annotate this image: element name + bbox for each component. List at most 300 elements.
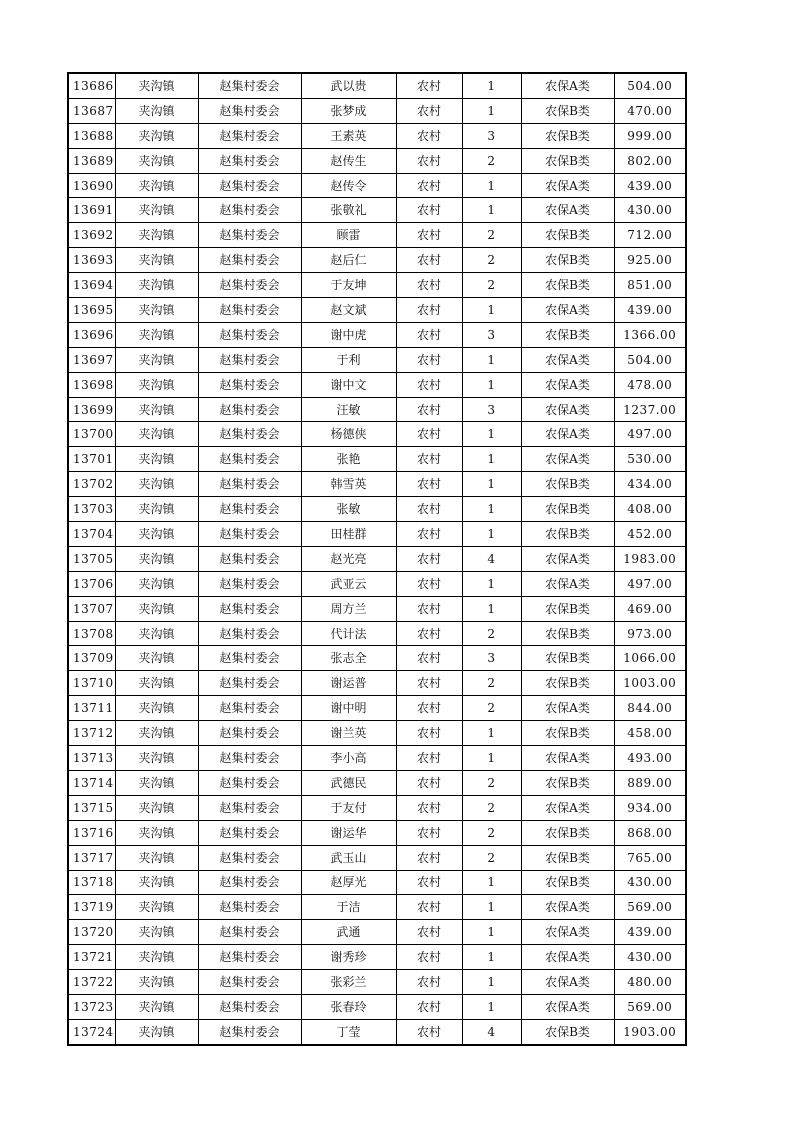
cell-area-type: 农村 xyxy=(396,447,462,472)
cell-person-name: 张春玲 xyxy=(301,994,396,1019)
cell-village-committee: 赵集村委会 xyxy=(198,198,301,223)
cell-amount: 889.00 xyxy=(614,770,686,795)
cell-insurance-category: 农保B类 xyxy=(521,671,614,696)
cell-amount: 1366.00 xyxy=(614,322,686,347)
cell-town: 夹沟镇 xyxy=(115,397,198,422)
cell-village-committee: 赵集村委会 xyxy=(198,497,301,522)
cell-household-count: 1 xyxy=(462,721,521,746)
cell-person-name: 谢秀珍 xyxy=(301,945,396,970)
table-row xyxy=(68,571,686,596)
cell-insurance-category: 农保B类 xyxy=(521,522,614,547)
cell-person-name: 李小高 xyxy=(301,746,396,771)
cell-area-type: 农村 xyxy=(396,98,462,123)
cell-person-name: 张彩兰 xyxy=(301,970,396,995)
cell-record-id: 13719 xyxy=(68,895,115,920)
cell-area-type: 农村 xyxy=(396,123,462,148)
cell-amount: 478.00 xyxy=(614,372,686,397)
cell-insurance-category: 农保B类 xyxy=(521,820,614,845)
cell-insurance-category: 农保A类 xyxy=(521,347,614,372)
cell-insurance-category: 农保B类 xyxy=(521,621,614,646)
cell-area-type: 农村 xyxy=(396,895,462,920)
table-row xyxy=(68,73,686,98)
cell-area-type: 农村 xyxy=(396,472,462,497)
cell-town: 夹沟镇 xyxy=(115,621,198,646)
cell-record-id: 13712 xyxy=(68,721,115,746)
cell-insurance-category: 农保A类 xyxy=(521,571,614,596)
cell-person-name: 张艳 xyxy=(301,447,396,472)
cell-household-count: 1 xyxy=(462,746,521,771)
table-row xyxy=(68,273,686,298)
cell-record-id: 13708 xyxy=(68,621,115,646)
cell-area-type: 农村 xyxy=(396,397,462,422)
cell-insurance-category: 农保A类 xyxy=(521,970,614,995)
cell-town: 夹沟镇 xyxy=(115,721,198,746)
cell-village-committee: 赵集村委会 xyxy=(198,372,301,397)
cell-record-id: 13694 xyxy=(68,273,115,298)
cell-amount: 569.00 xyxy=(614,895,686,920)
cell-town: 夹沟镇 xyxy=(115,696,198,721)
cell-area-type: 农村 xyxy=(396,696,462,721)
cell-person-name: 谢运普 xyxy=(301,671,396,696)
cell-insurance-category: 农保B类 xyxy=(521,273,614,298)
cell-amount: 439.00 xyxy=(614,298,686,323)
cell-area-type: 农村 xyxy=(396,795,462,820)
cell-person-name: 张志全 xyxy=(301,646,396,671)
cell-area-type: 农村 xyxy=(396,198,462,223)
cell-village-committee: 赵集村委会 xyxy=(198,98,301,123)
cell-village-committee: 赵集村委会 xyxy=(198,621,301,646)
cell-town: 夹沟镇 xyxy=(115,322,198,347)
table-row xyxy=(68,472,686,497)
cell-household-count: 1 xyxy=(462,870,521,895)
cell-insurance-category: 农保A类 xyxy=(521,173,614,198)
cell-village-committee: 赵集村委会 xyxy=(198,820,301,845)
cell-village-committee: 赵集村委会 xyxy=(198,546,301,571)
cell-area-type: 农村 xyxy=(396,522,462,547)
table-row xyxy=(68,696,686,721)
cell-town: 夹沟镇 xyxy=(115,546,198,571)
cell-household-count: 2 xyxy=(462,248,521,273)
cell-household-count: 1 xyxy=(462,422,521,447)
cell-record-id: 13711 xyxy=(68,696,115,721)
cell-amount: 480.00 xyxy=(614,970,686,995)
cell-record-id: 13687 xyxy=(68,98,115,123)
cell-town: 夹沟镇 xyxy=(115,994,198,1019)
cell-town: 夹沟镇 xyxy=(115,770,198,795)
cell-amount: 530.00 xyxy=(614,447,686,472)
cell-amount: 434.00 xyxy=(614,472,686,497)
cell-insurance-category: 农保B类 xyxy=(521,123,614,148)
cell-household-count: 1 xyxy=(462,920,521,945)
cell-village-committee: 赵集村委会 xyxy=(198,322,301,347)
cell-area-type: 农村 xyxy=(396,994,462,1019)
cell-record-id: 13688 xyxy=(68,123,115,148)
cell-amount: 408.00 xyxy=(614,497,686,522)
records-table xyxy=(67,72,687,1046)
cell-town: 夹沟镇 xyxy=(115,472,198,497)
cell-insurance-category: 农保B类 xyxy=(521,322,614,347)
cell-record-id: 13713 xyxy=(68,746,115,771)
cell-person-name: 赵光亮 xyxy=(301,546,396,571)
cell-record-id: 13690 xyxy=(68,173,115,198)
table-row xyxy=(68,298,686,323)
cell-household-count: 2 xyxy=(462,148,521,173)
cell-household-count: 3 xyxy=(462,646,521,671)
cell-village-committee: 赵集村委会 xyxy=(198,173,301,198)
cell-amount: 430.00 xyxy=(614,198,686,223)
cell-record-id: 13716 xyxy=(68,820,115,845)
cell-insurance-category: 农保B类 xyxy=(521,98,614,123)
table-row xyxy=(68,546,686,571)
cell-village-committee: 赵集村委会 xyxy=(198,970,301,995)
cell-amount: 452.00 xyxy=(614,522,686,547)
cell-village-committee: 赵集村委会 xyxy=(198,945,301,970)
cell-insurance-category: 农保B类 xyxy=(521,223,614,248)
cell-village-committee: 赵集村委会 xyxy=(198,994,301,1019)
table-row xyxy=(68,397,686,422)
cell-amount: 569.00 xyxy=(614,994,686,1019)
cell-household-count: 2 xyxy=(462,845,521,870)
cell-area-type: 农村 xyxy=(396,148,462,173)
cell-person-name: 谢中虎 xyxy=(301,322,396,347)
cell-village-committee: 赵集村委会 xyxy=(198,721,301,746)
table-row xyxy=(68,198,686,223)
cell-insurance-category: 农保A类 xyxy=(521,945,614,970)
table-row xyxy=(68,223,686,248)
cell-amount: 1903.00 xyxy=(614,1019,686,1044)
cell-record-id: 13686 xyxy=(68,73,115,98)
cell-person-name: 武德民 xyxy=(301,770,396,795)
cell-town: 夹沟镇 xyxy=(115,646,198,671)
table-row xyxy=(68,98,686,123)
cell-village-committee: 赵集村委会 xyxy=(198,73,301,98)
cell-area-type: 农村 xyxy=(396,596,462,621)
cell-area-type: 农村 xyxy=(396,73,462,98)
cell-household-count: 1 xyxy=(462,472,521,497)
cell-person-name: 赵文斌 xyxy=(301,298,396,323)
cell-insurance-category: 农保B类 xyxy=(521,1019,614,1044)
cell-person-name: 于友付 xyxy=(301,795,396,820)
table-row xyxy=(68,994,686,1019)
cell-insurance-category: 农保A类 xyxy=(521,422,614,447)
cell-record-id: 13693 xyxy=(68,248,115,273)
cell-record-id: 13703 xyxy=(68,497,115,522)
cell-household-count: 2 xyxy=(462,671,521,696)
cell-insurance-category: 农保A类 xyxy=(521,994,614,1019)
cell-record-id: 13709 xyxy=(68,646,115,671)
table-row xyxy=(68,522,686,547)
cell-area-type: 农村 xyxy=(396,820,462,845)
cell-insurance-category: 农保A类 xyxy=(521,73,614,98)
cell-person-name: 赵后仁 xyxy=(301,248,396,273)
cell-amount: 999.00 xyxy=(614,123,686,148)
cell-area-type: 农村 xyxy=(396,920,462,945)
cell-record-id: 13724 xyxy=(68,1019,115,1044)
cell-village-committee: 赵集村委会 xyxy=(198,696,301,721)
cell-insurance-category: 农保B类 xyxy=(521,472,614,497)
cell-amount: 934.00 xyxy=(614,795,686,820)
table-row xyxy=(68,770,686,795)
cell-household-count: 1 xyxy=(462,522,521,547)
cell-town: 夹沟镇 xyxy=(115,497,198,522)
cell-insurance-category: 农保A类 xyxy=(521,895,614,920)
cell-village-committee: 赵集村委会 xyxy=(198,845,301,870)
cell-person-name: 于洁 xyxy=(301,895,396,920)
cell-household-count: 3 xyxy=(462,397,521,422)
cell-area-type: 农村 xyxy=(396,422,462,447)
table-row xyxy=(68,895,686,920)
cell-record-id: 13714 xyxy=(68,770,115,795)
cell-amount: 1237.00 xyxy=(614,397,686,422)
cell-household-count: 1 xyxy=(462,98,521,123)
cell-amount: 851.00 xyxy=(614,273,686,298)
cell-insurance-category: 农保A类 xyxy=(521,397,614,422)
cell-area-type: 农村 xyxy=(396,646,462,671)
cell-record-id: 13704 xyxy=(68,522,115,547)
cell-person-name: 武以贵 xyxy=(301,73,396,98)
cell-amount: 493.00 xyxy=(614,746,686,771)
table-row xyxy=(68,845,686,870)
cell-person-name: 张梦成 xyxy=(301,98,396,123)
cell-town: 夹沟镇 xyxy=(115,671,198,696)
cell-amount: 469.00 xyxy=(614,596,686,621)
cell-village-committee: 赵集村委会 xyxy=(198,920,301,945)
cell-household-count: 1 xyxy=(462,73,521,98)
cell-amount: 497.00 xyxy=(614,571,686,596)
cell-town: 夹沟镇 xyxy=(115,298,198,323)
cell-village-committee: 赵集村委会 xyxy=(198,223,301,248)
cell-record-id: 13701 xyxy=(68,447,115,472)
cell-person-name: 张敏 xyxy=(301,497,396,522)
cell-insurance-category: 农保A类 xyxy=(521,920,614,945)
cell-insurance-category: 农保B类 xyxy=(521,770,614,795)
table-row xyxy=(68,148,686,173)
cell-area-type: 农村 xyxy=(396,1019,462,1044)
table-row xyxy=(68,970,686,995)
cell-household-count: 1 xyxy=(462,994,521,1019)
cell-insurance-category: 农保A类 xyxy=(521,546,614,571)
cell-area-type: 农村 xyxy=(396,173,462,198)
cell-amount: 1003.00 xyxy=(614,671,686,696)
table-row xyxy=(68,795,686,820)
cell-village-committee: 赵集村委会 xyxy=(198,571,301,596)
cell-amount: 439.00 xyxy=(614,920,686,945)
cell-area-type: 农村 xyxy=(396,273,462,298)
cell-village-committee: 赵集村委会 xyxy=(198,148,301,173)
table-row xyxy=(68,422,686,447)
cell-person-name: 张敬礼 xyxy=(301,198,396,223)
cell-area-type: 农村 xyxy=(396,497,462,522)
cell-town: 夹沟镇 xyxy=(115,596,198,621)
cell-town: 夹沟镇 xyxy=(115,870,198,895)
table-row xyxy=(68,746,686,771)
table-row xyxy=(68,671,686,696)
cell-person-name: 武通 xyxy=(301,920,396,945)
cell-record-id: 13698 xyxy=(68,372,115,397)
cell-area-type: 农村 xyxy=(396,621,462,646)
cell-amount: 765.00 xyxy=(614,845,686,870)
cell-insurance-category: 农保B类 xyxy=(521,721,614,746)
cell-town: 夹沟镇 xyxy=(115,248,198,273)
cell-town: 夹沟镇 xyxy=(115,571,198,596)
table-row xyxy=(68,621,686,646)
cell-household-count: 1 xyxy=(462,970,521,995)
cell-household-count: 1 xyxy=(462,347,521,372)
cell-person-name: 武亚云 xyxy=(301,571,396,596)
cell-person-name: 丁莹 xyxy=(301,1019,396,1044)
cell-village-committee: 赵集村委会 xyxy=(198,870,301,895)
cell-record-id: 13718 xyxy=(68,870,115,895)
cell-household-count: 4 xyxy=(462,546,521,571)
cell-household-count: 2 xyxy=(462,795,521,820)
cell-area-type: 农村 xyxy=(396,571,462,596)
cell-person-name: 顾雷 xyxy=(301,223,396,248)
cell-insurance-category: 农保A类 xyxy=(521,795,614,820)
cell-amount: 458.00 xyxy=(614,721,686,746)
cell-area-type: 农村 xyxy=(396,546,462,571)
cell-village-committee: 赵集村委会 xyxy=(198,248,301,273)
cell-person-name: 谢运华 xyxy=(301,820,396,845)
cell-village-committee: 赵集村委会 xyxy=(198,422,301,447)
cell-record-id: 13707 xyxy=(68,596,115,621)
cell-village-committee: 赵集村委会 xyxy=(198,795,301,820)
cell-record-id: 13696 xyxy=(68,322,115,347)
cell-household-count: 2 xyxy=(462,770,521,795)
cell-household-count: 1 xyxy=(462,447,521,472)
cell-amount: 430.00 xyxy=(614,945,686,970)
cell-person-name: 于友坤 xyxy=(301,273,396,298)
cell-town: 夹沟镇 xyxy=(115,746,198,771)
cell-insurance-category: 农保B类 xyxy=(521,646,614,671)
cell-record-id: 13722 xyxy=(68,970,115,995)
cell-amount: 430.00 xyxy=(614,870,686,895)
cell-town: 夹沟镇 xyxy=(115,223,198,248)
cell-person-name: 周方兰 xyxy=(301,596,396,621)
cell-record-id: 13699 xyxy=(68,397,115,422)
cell-area-type: 农村 xyxy=(396,870,462,895)
cell-amount: 802.00 xyxy=(614,148,686,173)
cell-town: 夹沟镇 xyxy=(115,845,198,870)
records-table-body xyxy=(68,73,686,1045)
cell-village-committee: 赵集村委会 xyxy=(198,273,301,298)
cell-town: 夹沟镇 xyxy=(115,795,198,820)
cell-amount: 470.00 xyxy=(614,98,686,123)
cell-amount: 925.00 xyxy=(614,248,686,273)
cell-insurance-category: 农保A类 xyxy=(521,198,614,223)
cell-record-id: 13692 xyxy=(68,223,115,248)
cell-amount: 497.00 xyxy=(614,422,686,447)
cell-person-name: 武玉山 xyxy=(301,845,396,870)
cell-town: 夹沟镇 xyxy=(115,347,198,372)
cell-area-type: 农村 xyxy=(396,671,462,696)
table-row xyxy=(68,820,686,845)
cell-person-name: 赵传令 xyxy=(301,173,396,198)
cell-amount: 439.00 xyxy=(614,173,686,198)
cell-village-committee: 赵集村委会 xyxy=(198,472,301,497)
cell-town: 夹沟镇 xyxy=(115,98,198,123)
cell-area-type: 农村 xyxy=(396,298,462,323)
cell-village-committee: 赵集村委会 xyxy=(198,596,301,621)
cell-record-id: 13710 xyxy=(68,671,115,696)
cell-record-id: 13702 xyxy=(68,472,115,497)
cell-household-count: 1 xyxy=(462,497,521,522)
cell-person-name: 于利 xyxy=(301,347,396,372)
table-row xyxy=(68,123,686,148)
cell-insurance-category: 农保B类 xyxy=(521,870,614,895)
cell-village-committee: 赵集村委会 xyxy=(198,746,301,771)
cell-record-id: 13695 xyxy=(68,298,115,323)
table-row xyxy=(68,870,686,895)
cell-area-type: 农村 xyxy=(396,970,462,995)
cell-record-id: 13720 xyxy=(68,920,115,945)
cell-household-count: 1 xyxy=(462,298,521,323)
cell-insurance-category: 农保A类 xyxy=(521,298,614,323)
cell-household-count: 1 xyxy=(462,945,521,970)
cell-household-count: 1 xyxy=(462,198,521,223)
cell-record-id: 13697 xyxy=(68,347,115,372)
cell-area-type: 农村 xyxy=(396,770,462,795)
cell-household-count: 2 xyxy=(462,621,521,646)
cell-area-type: 农村 xyxy=(396,372,462,397)
cell-amount: 844.00 xyxy=(614,696,686,721)
cell-person-name: 王素英 xyxy=(301,123,396,148)
cell-person-name: 韩雪英 xyxy=(301,472,396,497)
cell-household-count: 1 xyxy=(462,571,521,596)
cell-record-id: 13723 xyxy=(68,994,115,1019)
cell-area-type: 农村 xyxy=(396,223,462,248)
cell-household-count: 4 xyxy=(462,1019,521,1044)
cell-record-id: 13717 xyxy=(68,845,115,870)
cell-village-committee: 赵集村委会 xyxy=(198,671,301,696)
cell-amount: 712.00 xyxy=(614,223,686,248)
cell-insurance-category: 农保B类 xyxy=(521,497,614,522)
cell-record-id: 13691 xyxy=(68,198,115,223)
table-row xyxy=(68,372,686,397)
cell-amount: 868.00 xyxy=(614,820,686,845)
cell-village-committee: 赵集村委会 xyxy=(198,522,301,547)
table-row xyxy=(68,646,686,671)
cell-record-id: 13705 xyxy=(68,546,115,571)
cell-insurance-category: 农保A类 xyxy=(521,746,614,771)
cell-person-name: 代计法 xyxy=(301,621,396,646)
cell-insurance-category: 农保B类 xyxy=(521,148,614,173)
table-row xyxy=(68,1019,686,1044)
cell-insurance-category: 农保B类 xyxy=(521,845,614,870)
table-row xyxy=(68,322,686,347)
cell-village-committee: 赵集村委会 xyxy=(198,298,301,323)
cell-area-type: 农村 xyxy=(396,746,462,771)
cell-area-type: 农村 xyxy=(396,721,462,746)
table-row xyxy=(68,447,686,472)
cell-household-count: 2 xyxy=(462,223,521,248)
cell-area-type: 农村 xyxy=(396,322,462,347)
cell-village-committee: 赵集村委会 xyxy=(198,1019,301,1044)
cell-town: 夹沟镇 xyxy=(115,1019,198,1044)
table-row xyxy=(68,173,686,198)
cell-town: 夹沟镇 xyxy=(115,123,198,148)
cell-town: 夹沟镇 xyxy=(115,422,198,447)
cell-insurance-category: 农保A类 xyxy=(521,696,614,721)
cell-village-committee: 赵集村委会 xyxy=(198,123,301,148)
cell-record-id: 13706 xyxy=(68,571,115,596)
cell-record-id: 13715 xyxy=(68,795,115,820)
cell-person-name: 杨德侠 xyxy=(301,422,396,447)
cell-amount: 504.00 xyxy=(614,347,686,372)
cell-person-name: 赵厚光 xyxy=(301,870,396,895)
cell-town: 夹沟镇 xyxy=(115,173,198,198)
cell-area-type: 农村 xyxy=(396,845,462,870)
cell-area-type: 农村 xyxy=(396,945,462,970)
